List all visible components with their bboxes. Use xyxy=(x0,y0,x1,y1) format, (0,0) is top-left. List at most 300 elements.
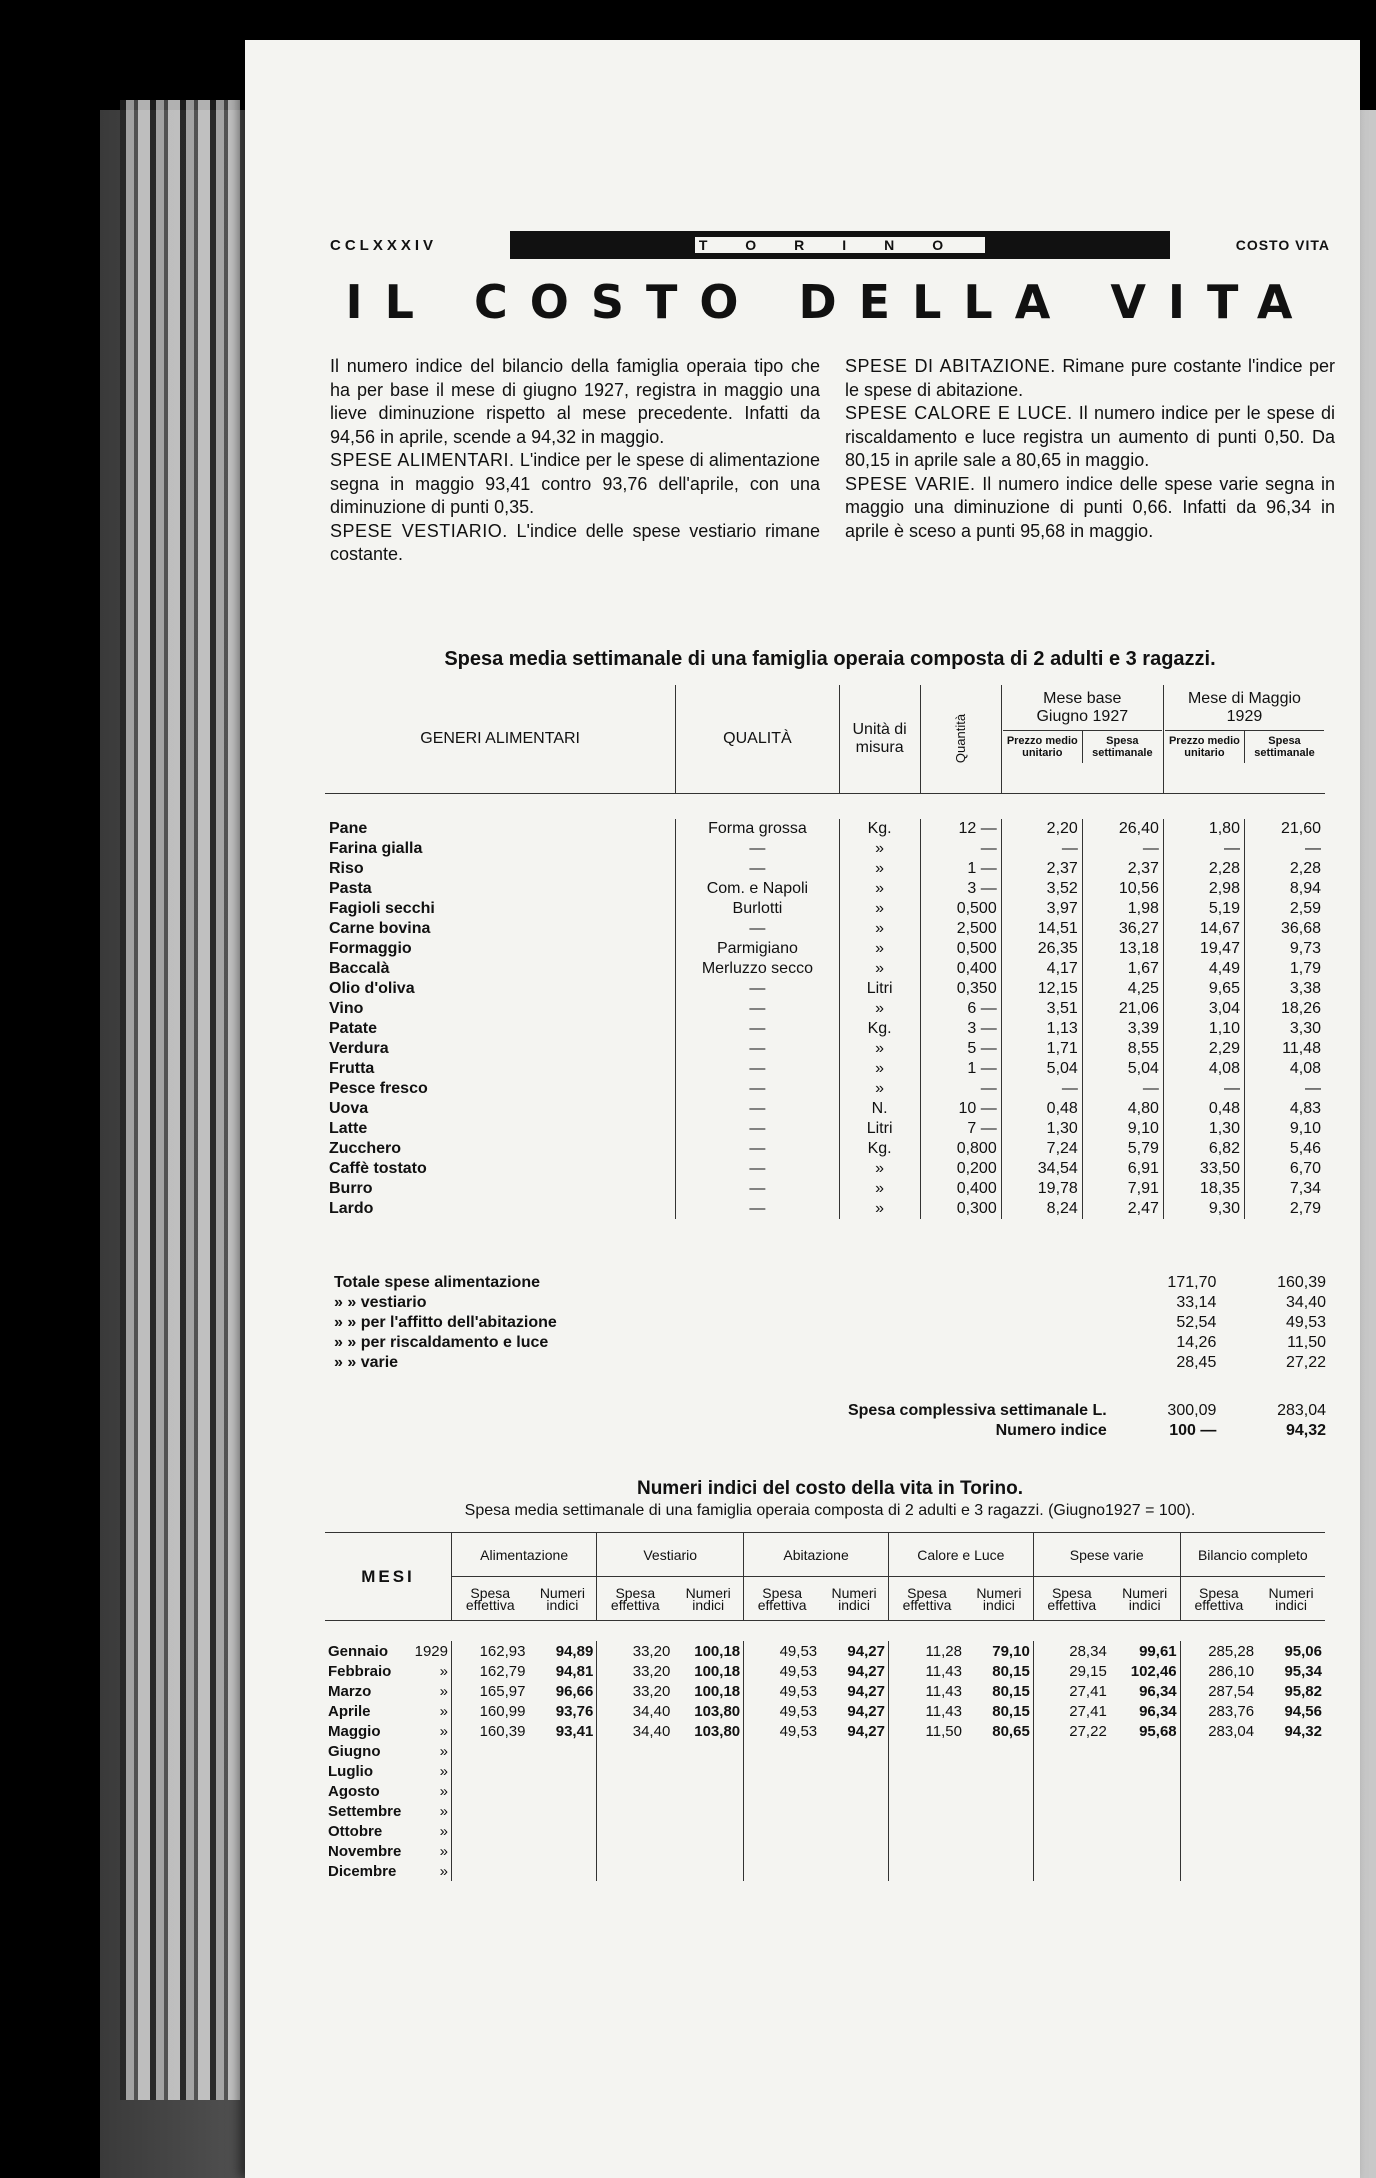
spend-maggio: 7,34 xyxy=(1244,1179,1325,1199)
price-base: 1,71 xyxy=(1001,1039,1082,1059)
food-quantity: 0,400 xyxy=(920,1179,1001,1199)
alimentari-text: L'indice per le spese di alimentazione segna in maggio 93,41 contro 93,76 dell'aprile, con una diminuzione di punti 0,35. xyxy=(330,450,820,517)
spend-base: 26,40 xyxy=(1082,819,1163,839)
total-base: 28,45 xyxy=(1176,1354,1217,1371)
food-unit: » xyxy=(839,1039,920,1059)
price-base: 3,97 xyxy=(1001,899,1082,919)
food-row xyxy=(325,1039,1325,1059)
index-value: 94,27 xyxy=(847,1722,885,1740)
price-maggio: 5,19 xyxy=(1163,899,1244,919)
price-maggio: 0,48 xyxy=(1163,1099,1244,1119)
vestiario-paragraph xyxy=(330,520,820,567)
spend-maggio: 5,46 xyxy=(1244,1139,1325,1159)
spend-value xyxy=(744,1821,821,1841)
alimentari-heading: SPESE ALIMENTARI. xyxy=(330,450,515,470)
food-quality: — xyxy=(676,1079,839,1099)
index-value xyxy=(528,1801,596,1821)
price-base: 26,35 xyxy=(1001,939,1082,959)
spend-value xyxy=(888,1841,965,1861)
spend-base: — xyxy=(1082,839,1163,859)
total-label: Totale spese alimentazione xyxy=(334,1274,540,1291)
spend-value xyxy=(1180,1781,1257,1801)
sub-spesa: Spesa effettiva xyxy=(597,1577,674,1621)
spend-value xyxy=(744,1801,821,1821)
index-value xyxy=(1110,1801,1180,1821)
index-value xyxy=(1257,1801,1325,1821)
index-row xyxy=(325,1861,1325,1881)
varie-heading: SPESE VARIE. xyxy=(845,473,976,494)
month-year: » xyxy=(439,1862,448,1880)
month-cell xyxy=(325,1761,452,1781)
spend-maggio: 11,48 xyxy=(1244,1039,1325,1059)
price-maggio: 6,82 xyxy=(1163,1139,1244,1159)
food-row xyxy=(325,1019,1325,1039)
index-value xyxy=(673,1861,743,1881)
group-header: Alimentazione xyxy=(452,1533,597,1577)
vestiario-heading: SPESE VESTIARIO. xyxy=(330,520,508,541)
food-name: Pesce fresco xyxy=(329,1080,428,1097)
food-quantity: 0,200 xyxy=(920,1159,1001,1179)
food-unit: » xyxy=(839,1199,920,1219)
total-maggio: 49,53 xyxy=(1285,1314,1326,1331)
food-row xyxy=(325,999,1325,1019)
table1-caption: Spesa media settimanale di una famiglia operaia composta di 2 adulti e 3 ragazzi. xyxy=(444,648,1216,670)
index-value: 102,46 xyxy=(1130,1662,1177,1680)
complessiva-base: 300,09 xyxy=(1167,1402,1217,1419)
index-value xyxy=(965,1761,1033,1781)
spend-value xyxy=(888,1781,965,1801)
spend-value xyxy=(888,1761,965,1781)
spend-maggio: 2,59 xyxy=(1244,899,1325,919)
spend-value: 49,53 xyxy=(744,1681,821,1701)
food-name: Formaggio xyxy=(329,940,412,957)
total-maggio: 11,50 xyxy=(1287,1334,1326,1351)
index-value xyxy=(1110,1841,1180,1861)
spend-value: 287,54 xyxy=(1180,1681,1257,1701)
index-value xyxy=(965,1821,1033,1841)
spend-base: 7,91 xyxy=(1082,1179,1163,1199)
month-name: Marzo xyxy=(328,1682,372,1700)
spend-value: 49,53 xyxy=(744,1661,821,1681)
spend-value xyxy=(744,1861,821,1881)
food-name: Fagioli secchi xyxy=(329,900,435,917)
month-name: Giugno xyxy=(328,1742,381,1760)
price-base: 19,78 xyxy=(1001,1179,1082,1199)
spend-value: 283,76 xyxy=(1180,1701,1257,1721)
food-quantity: 5 — xyxy=(920,1039,1001,1059)
spend-value xyxy=(597,1821,674,1841)
calore-paragraph xyxy=(845,402,1335,473)
col-quantita xyxy=(920,685,1001,793)
spend-base: 2,47 xyxy=(1082,1199,1163,1219)
spend-maggio: — xyxy=(1244,1079,1325,1099)
spend-value xyxy=(1033,1801,1110,1821)
price-maggio: — xyxy=(1163,839,1244,859)
index-row xyxy=(325,1781,1325,1801)
group-header: Vestiario xyxy=(597,1533,744,1577)
varie-text: Il numero indice delle spese varie segna in maggio una diminuzione di punti 0,66. Infatti da 96,34 in aprile è sceso a punti 95,68 in maggio. xyxy=(845,473,1335,541)
index-value xyxy=(673,1841,743,1861)
spend-value xyxy=(452,1781,529,1801)
spend-base: 3,39 xyxy=(1082,1019,1163,1039)
month-year: » xyxy=(439,1842,448,1860)
spend-value: 11,43 xyxy=(888,1701,965,1721)
total-base: 52,54 xyxy=(1176,1314,1217,1331)
index-value: 96,66 xyxy=(555,1682,594,1700)
month-cell xyxy=(325,1861,452,1881)
index-row xyxy=(325,1761,1325,1781)
food-name: Pane xyxy=(329,820,368,837)
sub-spesa: Spesa effettiva xyxy=(744,1577,821,1621)
food-quantity: 0,800 xyxy=(920,1139,1001,1159)
indice-base: 100 — xyxy=(1169,1422,1217,1439)
page-title: IL COSTO DELLA VITA xyxy=(345,275,1315,329)
food-quantity: — xyxy=(920,839,1001,859)
spend-value: 49,53 xyxy=(744,1641,821,1661)
sub-numeri: Numeri indici xyxy=(976,1584,1022,1613)
food-unit: Litri xyxy=(839,979,920,999)
price-base: 7,24 xyxy=(1001,1139,1082,1159)
spend-value xyxy=(744,1741,821,1761)
food-row xyxy=(325,1079,1325,1099)
food-unit: » xyxy=(839,999,920,1019)
spend-value xyxy=(452,1821,529,1841)
sub-spesa: Spesa effettiva xyxy=(452,1577,529,1621)
spend-maggio: 4,83 xyxy=(1244,1099,1325,1119)
spacer-row xyxy=(325,793,1325,819)
sub-numeri: Numeri indici xyxy=(1268,1584,1314,1613)
group-header-row xyxy=(325,1533,1325,1577)
index-row xyxy=(325,1841,1325,1861)
food-quantity: 6 — xyxy=(920,999,1001,1019)
sub-numeri: Numeri indici xyxy=(1122,1584,1168,1613)
sub-numeri: Numeri indici xyxy=(685,1584,731,1613)
food-name: Burro xyxy=(329,1180,373,1197)
food-quality: Burlotti xyxy=(676,899,839,919)
total-label: » » per l'affitto dell'abitazione xyxy=(334,1314,557,1331)
month-name: Luglio xyxy=(328,1762,373,1780)
spend-value: 286,10 xyxy=(1180,1661,1257,1681)
food-name: Vino xyxy=(329,1000,364,1017)
col-qualita: QUALITÀ xyxy=(676,685,839,793)
index-value xyxy=(820,1821,888,1841)
month-year: » xyxy=(439,1722,448,1740)
col-generi: GENERI ALIMENTARI xyxy=(325,685,676,793)
col-mesi: MESI xyxy=(361,1566,415,1586)
index-row xyxy=(325,1821,1325,1841)
spend-value: 33,20 xyxy=(597,1681,674,1701)
index-value: 94,56 xyxy=(1284,1702,1322,1720)
price-maggio: 18,35 xyxy=(1163,1179,1244,1199)
price-base: 8,24 xyxy=(1001,1199,1082,1219)
index-value xyxy=(1110,1781,1180,1801)
col-unita: Unità di misura xyxy=(839,685,920,793)
month-cell xyxy=(325,1741,452,1761)
spend-value xyxy=(1180,1841,1257,1861)
index-value xyxy=(528,1761,596,1781)
food-name: Patate xyxy=(329,1020,378,1037)
spacer-row xyxy=(330,1373,1330,1401)
table2-title: Numeri indici del costo della vita in Torino. xyxy=(636,1478,1024,1499)
index-value xyxy=(1110,1761,1180,1781)
spend-value: 11,28 xyxy=(888,1641,965,1661)
spend-maggio: 9,10 xyxy=(1244,1119,1325,1139)
spend-value xyxy=(888,1741,965,1761)
food-quantity: 2,500 xyxy=(920,919,1001,939)
page-number: CCLXXXIV xyxy=(330,237,438,254)
food-unit: Kg. xyxy=(839,1019,920,1039)
index-value xyxy=(528,1781,596,1801)
index-row xyxy=(325,1701,1325,1721)
spend-value xyxy=(1180,1761,1257,1781)
spend-value xyxy=(1033,1761,1110,1781)
mese-maggio-label: Mese di Maggio 1929 xyxy=(1187,690,1301,725)
month-cell xyxy=(325,1701,452,1721)
city-band xyxy=(510,231,1170,259)
price-maggio: 19,47 xyxy=(1163,939,1244,959)
spend-maggio: 9,73 xyxy=(1244,939,1325,959)
spend-value xyxy=(452,1801,529,1821)
month-name: Aprile xyxy=(328,1702,371,1720)
sub-numeri: Numeri indici xyxy=(539,1584,585,1613)
month-name: Ottobre xyxy=(328,1822,383,1840)
food-row xyxy=(325,1179,1325,1199)
food-row xyxy=(325,879,1325,899)
food-row xyxy=(325,859,1325,879)
food-quantity: 0,350 xyxy=(920,979,1001,999)
spend-value: 11,43 xyxy=(888,1681,965,1701)
food-quantity: 3 — xyxy=(920,879,1001,899)
food-quantity: — xyxy=(920,1079,1001,1099)
price-maggio: 14,67 xyxy=(1163,919,1244,939)
spend-maggio: 4,08 xyxy=(1244,1059,1325,1079)
spend-base: 2,37 xyxy=(1082,859,1163,879)
food-quality: — xyxy=(676,1119,839,1139)
index-value xyxy=(528,1821,596,1841)
index-value: 94,89 xyxy=(555,1642,594,1660)
food-quality: Com. e Napoli xyxy=(676,879,839,899)
price-maggio: 1,80 xyxy=(1163,819,1244,839)
food-quality: — xyxy=(676,1059,839,1079)
total-row xyxy=(330,1353,1330,1373)
food-name: Verdura xyxy=(329,1040,389,1057)
spend-value: 33,20 xyxy=(597,1661,674,1681)
spend-value: 11,50 xyxy=(888,1721,965,1741)
index-value xyxy=(820,1761,888,1781)
index-value: 94,27 xyxy=(847,1662,885,1680)
index-value: 80,15 xyxy=(992,1682,1030,1700)
spend-value: 27,22 xyxy=(1033,1721,1110,1741)
index-value xyxy=(528,1861,596,1881)
month-cell xyxy=(325,1841,452,1861)
spend-base: 10,56 xyxy=(1082,879,1163,899)
total-row xyxy=(330,1293,1330,1313)
prezzo-base-label: Prezzo medio unitario xyxy=(1006,735,1078,759)
mese-maggio-subheads xyxy=(1165,730,1324,763)
food-name: Zucchero xyxy=(329,1140,402,1157)
index-value xyxy=(1110,1821,1180,1841)
spend-value xyxy=(1180,1861,1257,1881)
spend-value: 11,43 xyxy=(888,1661,965,1681)
food-expense-table xyxy=(325,685,1325,1219)
spend-maggio: — xyxy=(1244,839,1325,859)
index-value: 93,76 xyxy=(555,1702,594,1720)
spend-base: 1,67 xyxy=(1082,959,1163,979)
price-base: 14,51 xyxy=(1001,919,1082,939)
varie-paragraph xyxy=(845,473,1335,544)
food-quality: — xyxy=(676,1199,839,1219)
spend-maggio: 2,79 xyxy=(1244,1199,1325,1219)
spend-maggio: 8,94 xyxy=(1244,879,1325,899)
food-quality: — xyxy=(676,1179,839,1199)
food-quality: — xyxy=(676,1139,839,1159)
spend-value: 49,53 xyxy=(744,1701,821,1721)
spend-base: 6,91 xyxy=(1082,1159,1163,1179)
spend-base: 13,18 xyxy=(1082,939,1163,959)
month-cell xyxy=(325,1681,452,1701)
food-row xyxy=(325,1059,1325,1079)
food-row xyxy=(325,1119,1325,1139)
spend-base: 21,06 xyxy=(1082,999,1163,1019)
sub-spesa: Spesa effettiva xyxy=(1180,1577,1257,1621)
spend-maggio: 3,30 xyxy=(1244,1019,1325,1039)
index-value xyxy=(1257,1841,1325,1861)
price-maggio: 4,49 xyxy=(1163,959,1244,979)
sub-spesa: Spesa effettiva xyxy=(888,1577,965,1621)
price-maggio: 4,08 xyxy=(1163,1059,1244,1079)
food-name: Carne bovina xyxy=(329,920,431,937)
spend-maggio: 2,28 xyxy=(1244,859,1325,879)
index-value xyxy=(820,1781,888,1801)
abitazione-text: Rimane pure costante l'indice per le spese di abitazione. xyxy=(845,356,1335,400)
spend-value: 33,20 xyxy=(597,1641,674,1661)
total-base: 14,26 xyxy=(1176,1334,1217,1351)
month-cell xyxy=(325,1641,452,1661)
spend-value: 285,28 xyxy=(1180,1641,1257,1661)
indice-maggio: 94,32 xyxy=(1285,1422,1326,1439)
index-value: 95,82 xyxy=(1284,1682,1322,1700)
spend-base: — xyxy=(1082,1079,1163,1099)
index-value xyxy=(965,1841,1033,1861)
index-value xyxy=(1257,1741,1325,1761)
index-value xyxy=(965,1801,1033,1821)
total-base: 171,70 xyxy=(1167,1274,1217,1291)
index-value: 80,65 xyxy=(992,1722,1030,1740)
index-value: 103,80 xyxy=(694,1722,741,1740)
spend-base: 4,25 xyxy=(1082,979,1163,999)
table2-subtitle: Spesa media settimanale di una famiglia operaia composta di 2 adulti e 3 ragazzi. (Giugno1927 = 100). xyxy=(464,1502,1196,1519)
sub-spesa: Spesa effettiva xyxy=(1033,1577,1110,1621)
index-value: 94,27 xyxy=(847,1642,885,1660)
index-value xyxy=(965,1861,1033,1881)
food-quality: — xyxy=(676,839,839,859)
cost-index-table xyxy=(325,1532,1325,1881)
index-value: 95,34 xyxy=(1284,1662,1322,1680)
spend-value: 162,93 xyxy=(452,1641,529,1661)
price-maggio: 1,30 xyxy=(1163,1119,1244,1139)
indice-label: Numero indice xyxy=(995,1422,1107,1439)
index-value: 93,41 xyxy=(555,1722,594,1740)
spacer-row xyxy=(325,1621,1325,1642)
index-value xyxy=(1257,1821,1325,1841)
food-quality: — xyxy=(676,1039,839,1059)
spend-value xyxy=(597,1761,674,1781)
price-base: 1,30 xyxy=(1001,1119,1082,1139)
group-header: Spese varie xyxy=(1033,1533,1180,1577)
price-base: — xyxy=(1001,1079,1082,1099)
index-value xyxy=(820,1741,888,1761)
spend-value: 162,79 xyxy=(452,1661,529,1681)
food-quantity: 0,500 xyxy=(920,899,1001,919)
text-column-left xyxy=(330,355,820,567)
index-value: 100,18 xyxy=(694,1682,741,1700)
month-year: » xyxy=(439,1802,448,1820)
food-quality: — xyxy=(676,999,839,1019)
food-quantity: 7 — xyxy=(920,1119,1001,1139)
spend-value xyxy=(1180,1821,1257,1841)
food-row xyxy=(325,1099,1325,1119)
month-name: Settembre xyxy=(328,1802,402,1820)
spend-value xyxy=(597,1841,674,1861)
food-row xyxy=(325,939,1325,959)
sub-numeri: Numeri indici xyxy=(831,1584,877,1613)
food-row xyxy=(325,1139,1325,1159)
food-name: Pasta xyxy=(329,880,372,897)
index-value xyxy=(1110,1741,1180,1761)
index-row xyxy=(325,1661,1325,1681)
food-unit: » xyxy=(839,879,920,899)
food-row xyxy=(325,919,1325,939)
total-base: 33,14 xyxy=(1176,1294,1217,1311)
vestiario-text: L'indice delle spese vestiario rimane costante. xyxy=(330,520,820,564)
month-name: Agosto xyxy=(328,1782,380,1800)
food-row xyxy=(325,959,1325,979)
food-quantity: 1 — xyxy=(920,859,1001,879)
food-quantity: 10 — xyxy=(920,1099,1001,1119)
food-name: Lardo xyxy=(329,1200,374,1217)
food-quantity: 12 — xyxy=(920,819,1001,839)
indice-row xyxy=(330,1421,1330,1441)
index-value: 100,18 xyxy=(694,1642,741,1660)
spend-value: 160,39 xyxy=(452,1721,529,1741)
food-quality: — xyxy=(676,1159,839,1179)
index-row xyxy=(325,1801,1325,1821)
abitazione-heading: SPESE DI ABITAZIONE. xyxy=(845,356,1056,376)
totals-table xyxy=(330,1273,1330,1441)
month-name: Maggio xyxy=(328,1722,381,1740)
index-value: 95,06 xyxy=(1284,1642,1322,1660)
spesa-base-label: Spesa settimanale xyxy=(1082,731,1162,763)
spend-value xyxy=(452,1761,529,1781)
total-maggio: 160,39 xyxy=(1277,1274,1326,1291)
calore-heading: SPESE CALORE E LUCE. xyxy=(845,403,1073,423)
prezzo-maggio-label: Prezzo medio unitario xyxy=(1168,735,1240,759)
spend-value: 27,41 xyxy=(1033,1701,1110,1721)
price-maggio: 2,28 xyxy=(1163,859,1244,879)
index-value: 96,34 xyxy=(1139,1682,1177,1700)
spend-value xyxy=(1180,1741,1257,1761)
food-quality: — xyxy=(676,979,839,999)
food-unit: » xyxy=(839,1179,920,1199)
spend-value xyxy=(1180,1801,1257,1821)
food-name: Latte xyxy=(329,1120,368,1137)
index-value: 103,80 xyxy=(694,1702,741,1720)
spend-base: 1,98 xyxy=(1082,899,1163,919)
total-row xyxy=(330,1273,1330,1293)
spend-base: 8,55 xyxy=(1082,1039,1163,1059)
index-value: 79,10 xyxy=(992,1642,1030,1660)
index-value xyxy=(965,1741,1033,1761)
